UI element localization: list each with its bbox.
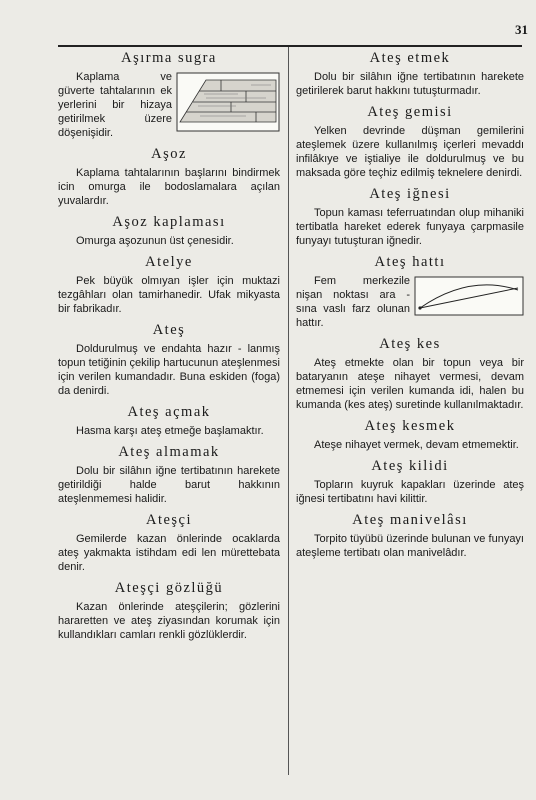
entry-ates-ignesi bbox=[296, 186, 524, 248]
column-divider bbox=[288, 47, 289, 775]
entry-ates-kilidi bbox=[296, 458, 524, 506]
entry-headword: Ateş gemisi bbox=[367, 104, 453, 120]
entry-definition: Dolu bir silâhın iğne tertibatının harekete getirildiği halde barut hakkının ateşlenmemesi halidir. bbox=[58, 465, 280, 505]
entry-asoz-kaplamasi bbox=[58, 214, 280, 248]
entry-definition: Kaplama tahtalarının başlarını bindirmek icin omurga ile bodoslamalara açılan yuvalardır. bbox=[58, 167, 280, 207]
entry-definition: Omurga aşozunun üst çenesidir. bbox=[76, 235, 234, 247]
entry-headword: Ateş iğnesi bbox=[369, 186, 451, 202]
entry-definition: Dolu bir silâhın iğne tertibatının harekete getirilerek barut hakkını tutuşturmadır. bbox=[296, 71, 524, 97]
entry-definition: Kazan önlerinde ateşçilerin; gözlerini hararetten ve ateş ziyasından korumak için kullandıkları camları renkli gözlüklerdir. bbox=[58, 601, 280, 641]
entry-definition: Yelken devrinde düşman gemilerini ateşlemek üzere kullanılmış içerleri mevaddı infilâkıye ve iştialiye ile doldurulmuş ve bu maksada göre teçhiz edilmiş teknelere denirdi. bbox=[296, 125, 524, 179]
entry-headword: Ateşçi gözlüğü bbox=[114, 580, 224, 596]
entry-headword: Ateş almamak bbox=[118, 444, 220, 460]
entry-definition: Fem merkezile nişan noktası ara - sına vaslı farz olunan hattır. bbox=[296, 275, 410, 329]
entry-headword: Ateş kesmek bbox=[364, 418, 456, 434]
entry-definition: Topun kaması teferruatından olup mihaniki tertibatla hareket ederek funyaya çarpmasile funyayı tutuşturan iğnedir. bbox=[296, 207, 524, 247]
entry-atelye bbox=[58, 254, 280, 316]
entry-ates-etmek bbox=[296, 50, 524, 98]
entry-headword: Ateşçi bbox=[145, 512, 193, 528]
right-column bbox=[296, 50, 524, 566]
entry-definition: Kaplama ve güverte tahtalarının ek yerlerini bir hizaya getirilmek üzere döşenişidir. bbox=[58, 71, 172, 139]
entry-atesci bbox=[58, 512, 280, 574]
entry-definition: Doldurulmuş ve endahta hazır - lanmış topun tetiğinin çekilip hartucunun ateşlenmesi için verilen kumandadır. Buna eskiden (foga) da denirdi. bbox=[58, 343, 280, 397]
entry-definition: Torpito tüyübü üzerinde bulunan ve funyayı ateşleme tertibatı olan manivelâdır. bbox=[296, 533, 524, 559]
entry-headword: Atelye bbox=[145, 254, 193, 270]
top-rule bbox=[58, 45, 522, 47]
entry-definition: Gemilerde kazan önlerinde ocaklarda ateş yakmakta istihdam edi len mürettebata denir. bbox=[58, 533, 280, 573]
entry-headword: Ateş kilidi bbox=[371, 458, 449, 474]
entry-definition: Topların kuyruk kapakları üzerinde ateş iğnesi tertibatını havi kilittir. bbox=[296, 479, 524, 505]
entry-headword: Aşırma sugra bbox=[121, 50, 217, 66]
entry-headword: Ateş etmek bbox=[369, 50, 451, 66]
entry-ates-kes bbox=[296, 336, 524, 412]
entry-ates-kesmek bbox=[296, 418, 524, 452]
entry-definition: Ateşe nihayet vermek, devam etmemektir. bbox=[314, 439, 519, 451]
entry-headword: Ateş manivelâsı bbox=[352, 512, 468, 528]
entry-ates-hatti bbox=[296, 254, 524, 330]
line-of-fire-illustration bbox=[414, 276, 524, 321]
entry-headword: Ateş açmak bbox=[127, 404, 211, 420]
entry-atesci-gozlugu bbox=[58, 580, 280, 642]
entry-asoz bbox=[58, 146, 280, 208]
page-number: 31 bbox=[515, 22, 528, 37]
entry-headword: Ateş kes bbox=[379, 336, 441, 352]
entry-asirma-sugra bbox=[58, 50, 280, 140]
left-column bbox=[58, 50, 280, 648]
entry-headword: Aşoz kaplaması bbox=[112, 214, 226, 230]
entry-definition: Pek büyük olmıyan işler için muktazi tezgâhları olan tamirhanedir. Ufak mikyasta bir fabrikadır. bbox=[58, 275, 280, 315]
entry-definition: Ateş etmekte olan bir topun veya bir bataryanın ateşe nihayet vermesi, devam etmemesi için verilen kumanda idi, halen bu kumanda (kes ateş) suretinde kullanılmaktadır. bbox=[296, 357, 524, 411]
entry-headword: Ateş bbox=[152, 322, 186, 338]
entry-headword: Ateş hattı bbox=[374, 254, 446, 270]
entry-ates-gemisi bbox=[296, 104, 524, 180]
entry-ates-manivelasi bbox=[296, 512, 524, 560]
entry-definition: Hasma karşı ateş etmeğe başlamaktır. bbox=[76, 425, 264, 437]
entry-ates-acmak bbox=[58, 404, 280, 438]
entry-ates-almamak bbox=[58, 444, 280, 506]
planks-illustration bbox=[176, 72, 280, 137]
entry-headword: Aşoz bbox=[151, 146, 187, 162]
entry-ates bbox=[58, 322, 280, 398]
